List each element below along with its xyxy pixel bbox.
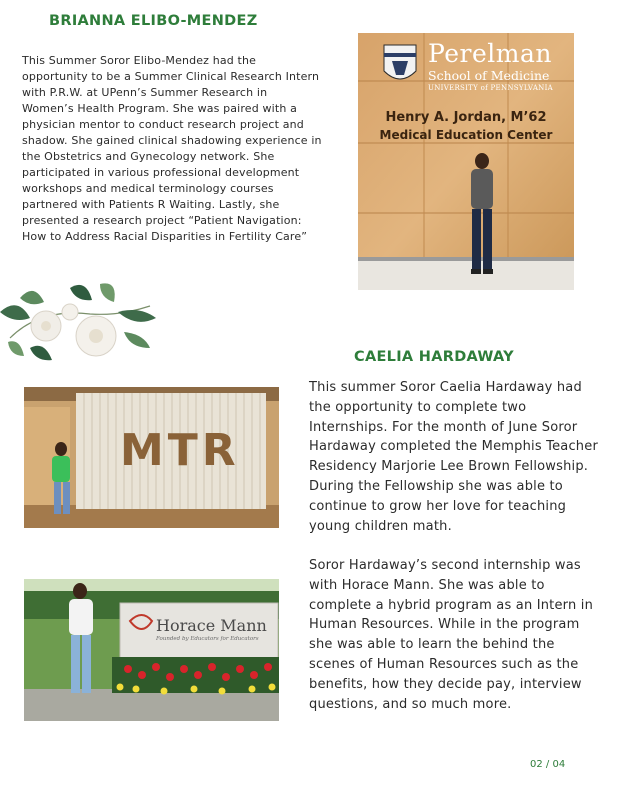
caelia-paragraph-1	[309, 378, 605, 536]
wall-lettering-line1: Henry A. Jordan, M’62	[385, 110, 547, 125]
horace-mann-sign-title: Horace Mann	[156, 616, 267, 635]
mtr-photo	[24, 387, 279, 528]
name-heading-brianna: BRIANNA ELIBO-MENDEZ	[49, 13, 258, 29]
floral-decoration-icon	[0, 278, 162, 374]
caelia-paragraph-1-text: This summer Soror Caelia Hardaway had the opportunity to complete two Internships. For the month of June Soror Hardaway completed the Memphis Teacher Residency Marjorie Lee Brown Fellowship. During the Fellowship she was able to continue to grow her love for teaching young children math.	[309, 380, 598, 534]
caelia-paragraph-2-text: Soror Hardaway’s second internship was with Horace Mann. She was able to complete a hybrid program as an Intern in Human Resources. While in the program she was able to learn the behind the scenes of Human Resources such as the benefits, how they decide pay, interview questions, and so much more.	[309, 558, 594, 712]
horace-mann-photo-graphic	[24, 579, 279, 721]
name-heading-caelia: CAELIA HARDAWAY	[354, 349, 514, 365]
brianna-paragraph	[22, 53, 322, 245]
perelman-photo	[358, 33, 574, 290]
horace-mann-sign-tagline: Founded by Educators for Educators	[156, 636, 259, 642]
perelman-sign-line1: Perelman	[428, 39, 552, 68]
horace-mann-photo	[24, 579, 279, 721]
page-number: 02 / 04	[530, 759, 566, 770]
caelia-paragraph-2	[309, 556, 605, 714]
perelman-sign-line3: UNIVERSITY of PENNSYLVANIA	[428, 84, 554, 92]
perelman-sign-line2: School of Medicine	[428, 68, 550, 83]
wall-lettering-line2: Medical Education Center	[379, 128, 553, 142]
brianna-paragraph-text: This Summer Soror Elibo-Mendez had the opportunity to be a Summer Clinical Research Intern with P.R.W. at UPenn’s Summer Research in Women’s Health Program. She was paired with a physician mentor to conduct research project and shadow. She gained clinical shadowing experience in the Obstetrics and Gynecology network. She participated in various professional development workshops and medical terminology courses partnered with Patients R Waiting. Lastly, she presented a research project “Patient Navigation: How to Address Racial Disparities in Fertility Care”	[22, 54, 322, 243]
mtr-wall-letters: MTR	[120, 425, 240, 476]
